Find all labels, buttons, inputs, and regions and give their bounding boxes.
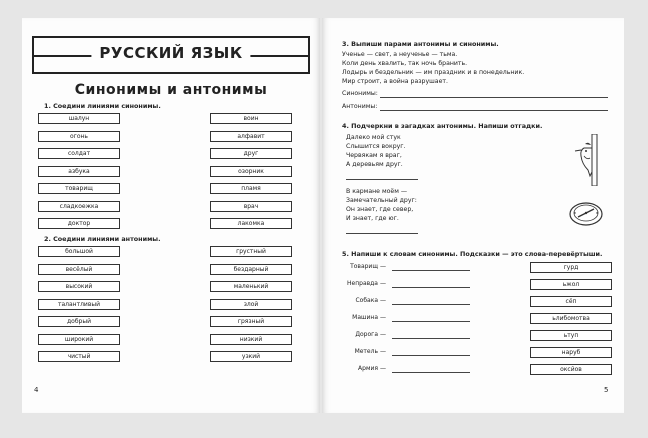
task2-left-word-box[interactable]: талантливый: [38, 299, 120, 310]
riddle2-line-1: В кармане моём —: [346, 188, 408, 195]
task2-left-word-box[interactable]: весёлый: [38, 264, 120, 275]
synonyms-label: Синонимы:: [342, 90, 378, 97]
task5-hint-box[interactable]: сёп: [530, 296, 612, 307]
task1-left-word-box[interactable]: огонь: [38, 131, 120, 142]
banner-title: РУССКИЙ ЯЗЫК: [91, 44, 250, 62]
task5-answer-line[interactable]: [392, 270, 470, 271]
task5-word: Товарищ: [350, 263, 378, 270]
task1-right-word-box[interactable]: пламя: [210, 183, 292, 194]
synonyms-answer-line[interactable]: [380, 97, 608, 98]
task2-right-word-box[interactable]: грязный: [210, 316, 292, 327]
task5-word: Метель: [354, 348, 378, 355]
banner: [32, 36, 310, 74]
task1-left-word-box[interactable]: доктор: [38, 218, 120, 229]
task1-left-word-box[interactable]: сладкоежка: [38, 201, 120, 212]
task2-left-word-box[interactable]: высокий: [38, 281, 120, 292]
task5-dash: —: [380, 263, 386, 270]
task2-right-word-box[interactable]: бездарный: [210, 264, 292, 275]
task2-left-word-box[interactable]: большой: [38, 246, 120, 257]
task5-answer-line[interactable]: [392, 287, 470, 288]
task5-dash: —: [380, 314, 386, 321]
task5-word: Дорога: [355, 331, 378, 338]
task5-answer-line[interactable]: [392, 338, 470, 339]
task5-answer-line[interactable]: [392, 304, 470, 305]
task1-right-word-box[interactable]: воин: [210, 113, 292, 124]
task2-right-word-box[interactable]: узкий: [210, 351, 292, 362]
riddle1-line-1: Далеко мой стук: [346, 134, 401, 141]
task1-left-word-box[interactable]: азбука: [38, 166, 120, 177]
task1-right-word-box[interactable]: врач: [210, 201, 292, 212]
task2-left-word-box[interactable]: чистый: [38, 351, 120, 362]
task5-word: Собака: [355, 297, 378, 304]
task4-heading: 4. Подчеркни в загадках антонимы. Напиши отгадки.: [342, 122, 543, 130]
task5-hint-box[interactable]: гурд: [530, 262, 612, 273]
woodpecker-icon: [570, 134, 606, 186]
proverb-3: Лодырь и бездельник — им праздник и в понедельник.: [342, 69, 525, 76]
riddle1-line-3: Червякам я враг,: [346, 152, 402, 159]
task2-right-word-box[interactable]: маленький: [210, 281, 292, 292]
task5-hint-box[interactable]: наруб: [530, 347, 612, 358]
right-page: [322, 18, 624, 413]
task5-answer-line[interactable]: [392, 372, 470, 373]
task2-right-word-box[interactable]: злой: [210, 299, 292, 310]
task1-right-word-box[interactable]: друг: [210, 148, 292, 159]
task5-word: Машина: [352, 314, 378, 321]
proverb-2: Коли день хвалить, так ночь бранить.: [342, 60, 468, 67]
task5-dash: —: [380, 348, 386, 355]
task5-hint-box[interactable]: ьлибомотва: [530, 313, 612, 324]
left-page: [22, 18, 320, 413]
task2-left-word-box[interactable]: широкий: [38, 334, 120, 345]
task5-hint-box[interactable]: оксйов: [530, 364, 612, 375]
page-number-right: 5: [604, 386, 609, 394]
task5-hint-box[interactable]: ьтуп: [530, 330, 612, 341]
task1-right-word-box[interactable]: алфавит: [210, 131, 292, 142]
task5-dash: —: [380, 365, 386, 372]
compass-icon: [566, 198, 606, 228]
task2-heading: 2. Соедини линиями антонимы.: [44, 235, 161, 243]
page-subtitle: Синонимы и антонимы: [74, 82, 268, 98]
riddle2-answer-line[interactable]: [346, 233, 418, 234]
task5-heading: 5. Напиши к словам синонимы. Подсказки — это слова-перевёртыши.: [342, 250, 603, 258]
task1-right-word-box[interactable]: озорник: [210, 166, 292, 177]
riddle2-line-3: Он знает, где север,: [346, 206, 414, 213]
task2-left-word-box[interactable]: добрый: [38, 316, 120, 327]
antonyms-label: Антонимы:: [342, 103, 378, 110]
task5-answer-line[interactable]: [392, 355, 470, 356]
task5-dash: —: [380, 297, 386, 304]
task2-right-word-box[interactable]: низкий: [210, 334, 292, 345]
page-number-left: 4: [34, 386, 39, 394]
riddle2-line-2: Замечательный друг:: [346, 197, 417, 204]
riddle1-line-2: Слышится вокруг.: [346, 143, 406, 150]
task5-word: Армия: [358, 365, 378, 372]
task5-answer-line[interactable]: [392, 321, 470, 322]
task5-dash: —: [380, 331, 386, 338]
task5-hint-box[interactable]: ьжол: [530, 279, 612, 290]
proverb-4: Мир строит, а война разрушает.: [342, 78, 448, 85]
task5-dash: —: [380, 280, 386, 287]
riddle1-line-4: А деревьям друг.: [346, 161, 403, 168]
task5-word: Неправда: [347, 280, 378, 287]
task1-left-word-box[interactable]: товарищ: [38, 183, 120, 194]
task3-heading: 3. Выпиши парами антонимы и синонимы.: [342, 40, 499, 48]
riddle2-line-4: И знает, где юг.: [346, 215, 399, 222]
task1-heading: 1. Соедини линиями синонимы.: [44, 102, 161, 110]
task1-right-word-box[interactable]: лакомка: [210, 218, 292, 229]
proverb-1: Ученье — свет, а неученье — тьма.: [342, 51, 458, 58]
riddle1-answer-line[interactable]: [346, 179, 418, 180]
task2-right-word-box[interactable]: грустный: [210, 246, 292, 257]
task1-left-word-box[interactable]: солдат: [38, 148, 120, 159]
task1-left-word-box[interactable]: шалун: [38, 113, 120, 124]
antonyms-answer-line[interactable]: [380, 110, 608, 111]
